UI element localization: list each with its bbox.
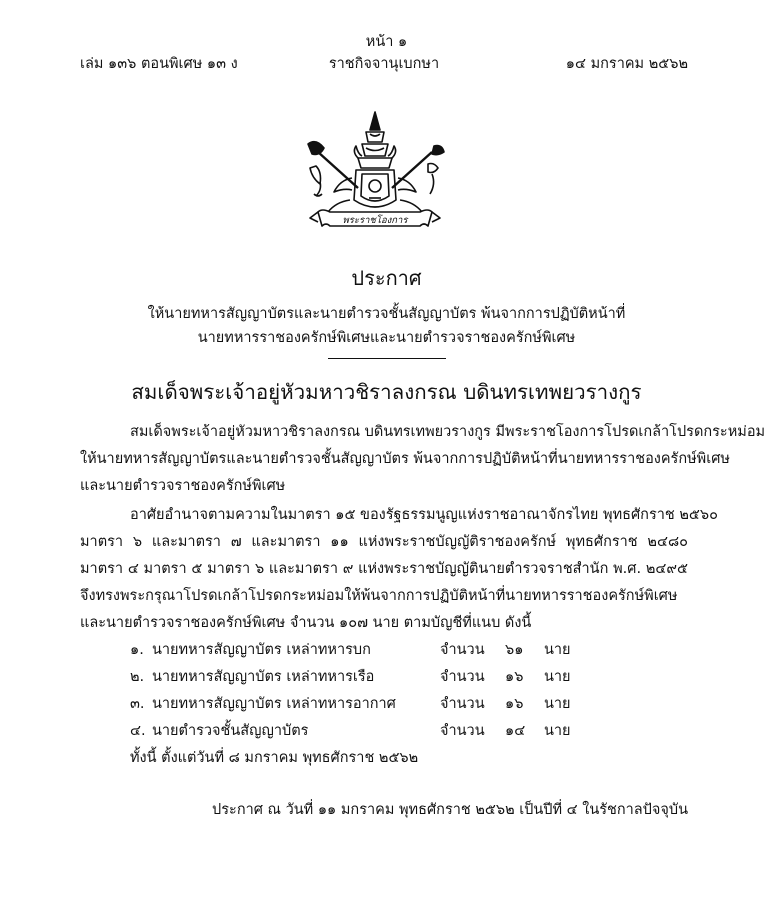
paragraph-2-line-5: และนายตำรวจราชองครักษ์พิเศษ จำนวน ๑๐๗ นาย ตามบัญชีที่แนบ ดังนี้ xyxy=(80,615,532,631)
list-item-number: ๑. xyxy=(130,642,144,658)
paragraph-1-line-1: สมเด็จพระเจ้าอยู่หัวมหาวชิราลงกรณ บดินทรเทพยวรางกูร มีพระราชโองการโปรดเกล้าโปรดกระหม่อม xyxy=(130,424,766,440)
title-divider xyxy=(328,358,446,359)
paragraph-2-line-1: อาศัยอำนาจตามความในมาตรา ๑๕ ของรัฐธรรมนูญแห่งราชอาณาจักรไทย พุทธศักราช ๒๕๖๐ xyxy=(130,507,718,523)
list-item-name: นายตำรวจชั้นสัญญาบัตร xyxy=(152,723,309,739)
list-item-count: ๑๖ xyxy=(505,669,524,685)
proclamation-date: ประกาศ ณ วันที่ ๑๑ มกราคม พุทธศักราช ๒๕๖๒ เป็นปีที่ ๔ ในรัชกาลปัจจุบัน xyxy=(212,802,688,818)
list-item-number: ๒. xyxy=(130,669,145,685)
document-title: ประกาศ xyxy=(351,266,422,290)
page-number: หน้า ๑ xyxy=(365,34,408,50)
list-item-number: ๔. xyxy=(130,723,146,739)
list-item-unit: นาย xyxy=(544,642,571,658)
volume-info: เล่ม ๑๓๖ ตอนพิเศษ ๑๓ ง xyxy=(80,56,238,72)
gazette-header xyxy=(80,52,688,72)
list-item-count-label: จำนวน xyxy=(440,642,485,658)
list-item-unit: นาย xyxy=(544,723,571,739)
subtitle-line-2: นายทหารราชองครักษ์พิเศษและนายตำรวจราชองครักษ์พิเศษ xyxy=(197,330,576,346)
list-item-count: ๖๑ xyxy=(505,642,524,658)
king-name-heading: สมเด็จพระเจ้าอยู่หัวมหาวชิราลงกรณ บดินทรเทพยวรางกูร xyxy=(131,380,642,404)
paragraph-2-line-4: จึงทรงพระกรุณาโปรดเกล้าโปรดกระหม่อมให้พ้นจากการปฏิบัติหน้าที่นายทหารราชองครักษ์พิเศษ xyxy=(80,588,678,604)
list-item-name: นายทหารสัญญาบัตร เหล่าทหารอากาศ xyxy=(152,696,396,712)
list-item-name: นายทหารสัญญาบัตร เหล่าทหารเรือ xyxy=(152,669,375,685)
list-item-name: นายทหารสัญญาบัตร เหล่าทหารบก xyxy=(152,642,371,658)
list-item-unit: นาย xyxy=(544,696,571,712)
gazette-name: ราชกิจจานุเบกษา xyxy=(328,56,440,72)
paragraph-1-line-2: ให้นายทหารสัญญาบัตรและนายตำรวจชั้นสัญญาบัตร พ้นจากการปฏิบัติหน้าที่นายทหารราชองครักษ์พิเศษ xyxy=(80,451,730,467)
list-item-count-label: จำนวน xyxy=(440,723,485,739)
list-item-count-label: จำนวน xyxy=(440,669,485,685)
list-item-number: ๓. xyxy=(130,696,145,712)
issue-date: ๑๔ มกราคม ๒๕๖๒ xyxy=(565,56,688,72)
royal-emblem-icon xyxy=(300,108,450,238)
list-item-count-label: จำนวน xyxy=(440,696,485,712)
subtitle-line-1: ให้นายทหารสัญญาบัตรและนายตำรวจชั้นสัญญาบัตร พ้นจากการปฏิบัติหน้าที่ xyxy=(147,306,626,322)
list-item-unit: นาย xyxy=(544,669,571,685)
effective-date: ทั้งนี้ ตั้งแต่วันที่ ๘ มกราคม พุทธศักราช ๒๕๖๒ xyxy=(130,750,419,766)
list-item-count: ๑๔ xyxy=(505,723,526,739)
paragraph-2-line-2: มาตรา ๖ และมาตรา ๗ และมาตรา ๑๑ แห่งพระราชบัญญัติราชองครักษ์ พุทธศักราช ๒๔๘๐ xyxy=(80,534,688,550)
paragraph-2-line-3: มาตรา ๔ มาตรา ๕ มาตรา ๖ และมาตรา ๙ แห่งพระราชบัญญัตินายตำรวจราชสำนัก พ.ศ. ๒๔๙๕ xyxy=(80,561,688,577)
list-item-count: ๑๖ xyxy=(505,696,524,712)
paragraph-1-line-3: และนายตำรวจราชองครักษ์พิเศษ xyxy=(80,478,286,494)
emblem-ribbon-text: พระราชโองการ xyxy=(342,215,408,226)
